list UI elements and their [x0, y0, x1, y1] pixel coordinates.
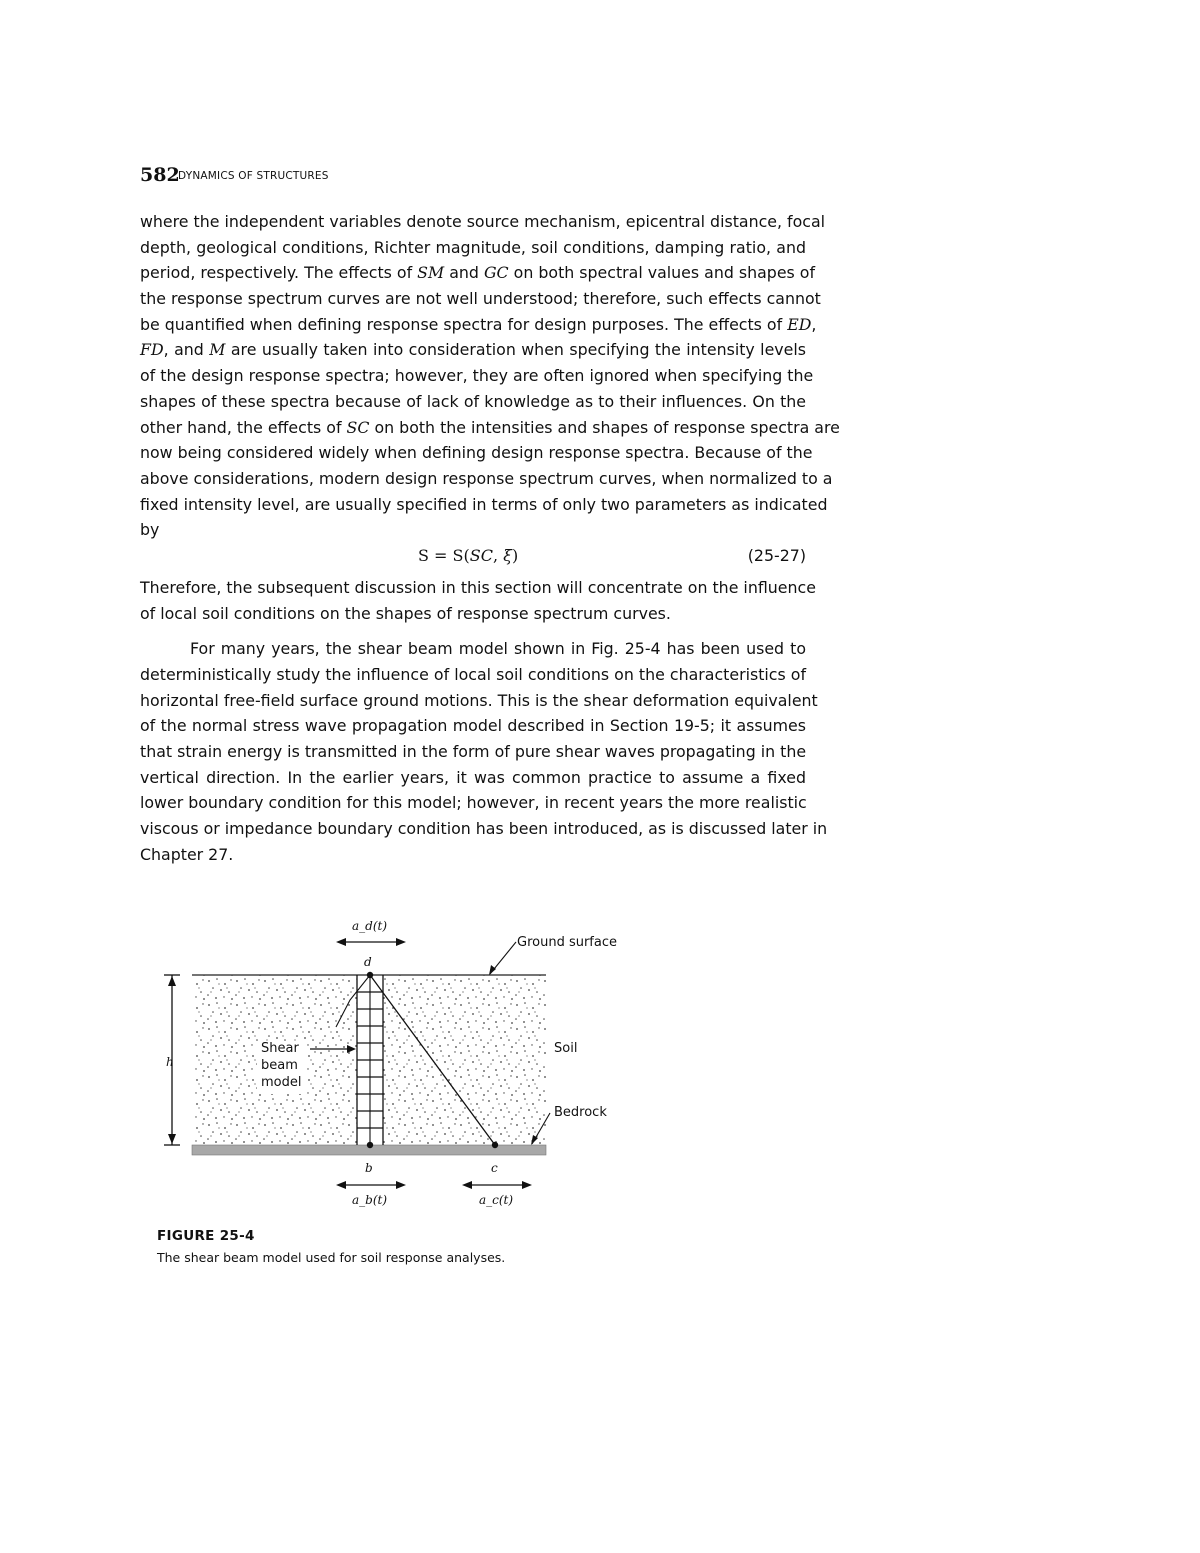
- text-span: ,: [811, 314, 817, 334]
- text-line: shapes of these spectra because of lack of knowledge as to their influences. On the: [140, 391, 806, 411]
- text-line: Therefore, the subsequent discussion in this section will concentrate on the influence: [140, 577, 816, 597]
- caption-title: FIGURE 25-4: [157, 1228, 255, 1244]
- running-head: DYNAMICS OF STRUCTURES: [178, 170, 329, 182]
- text-line: of the normal stress wave propagation model described in Section 19-5; it assumes: [140, 716, 806, 736]
- text-line: [140, 260, 816, 286]
- equation-number: (25-27): [747, 545, 806, 565]
- body-text: [140, 209, 840, 868]
- eq-part: ): [511, 545, 519, 565]
- equation-body: [418, 546, 518, 565]
- label-bedrock: Bedrock: [554, 1105, 607, 1120]
- point-d: [367, 972, 373, 978]
- text-line: fixed intensity level, are usually specified in terms of only two parameters as indicated: [140, 494, 828, 514]
- label-b: b: [365, 1161, 373, 1175]
- page-number: 582: [140, 164, 180, 186]
- eq-part: S = S(: [418, 545, 470, 565]
- text-line: that strain energy is transmitted in the form of pure shear waves propagating in the: [140, 742, 807, 762]
- label-ac: a_c(t): [479, 1193, 514, 1207]
- figure-drawing: [150, 905, 630, 1225]
- text-span: on both spectral values and shapes of: [508, 263, 816, 283]
- text-span: other hand, the effects of: [140, 417, 347, 437]
- text-line: [140, 337, 806, 363]
- figure-shear-beam-model: [150, 905, 630, 1225]
- text-span: are usually taken into consideration when specifying the intensity levels: [225, 340, 806, 360]
- text-line: vertical direction. In the earlier years, it was common practice to assume a fixed: [140, 767, 806, 787]
- point-c: [492, 1142, 498, 1148]
- eq-part: ,: [492, 545, 504, 565]
- text-span: period, respectively. The effects of: [140, 263, 418, 283]
- math-symbol: ED: [787, 314, 812, 334]
- text-line: For many years, the shear beam model shown in Fig. 25-4 has been used to: [190, 639, 806, 659]
- math-symbol: SC: [346, 417, 370, 437]
- text-line: of local soil conditions on the shapes of response spectrum curves.: [140, 603, 671, 623]
- label-c: c: [491, 1161, 498, 1175]
- text-line: now being considered widely when defining design response spectra. Because of the: [140, 443, 813, 463]
- acceleration-arrow-d: [336, 938, 406, 946]
- text-span: on both the intensities and shapes of response spectra are: [369, 417, 840, 437]
- math-symbol: ξ: [503, 545, 512, 565]
- text-line: where the independent variables denote source mechanism, epicentral distance, focal: [140, 212, 826, 231]
- text-line: by: [140, 520, 160, 540]
- text-line: viscous or impedance boundary condition has been introduced, as is discussed later in: [140, 819, 828, 839]
- paragraph-2: [140, 575, 816, 626]
- text-line: the response spectrum curves are not well understood; therefore, such effects cannot: [140, 289, 821, 309]
- label-beam: beam: [261, 1058, 298, 1073]
- equation-25-27: [140, 543, 806, 575]
- text-line: depth, geological conditions, Richter magnitude, soil conditions, damping ratio, and: [140, 237, 806, 257]
- text-line: of the design response spectra; however, they are often ignored when specifying the: [140, 366, 814, 386]
- label-soil: Soil: [554, 1041, 578, 1056]
- label-shear: Shear: [261, 1041, 299, 1056]
- label-ab: a_b(t): [352, 1193, 388, 1207]
- paragraph-1: [140, 209, 840, 543]
- point-b: [367, 1142, 373, 1148]
- math-symbol: GC: [483, 263, 509, 283]
- label-h: h: [166, 1055, 174, 1069]
- text-line: [140, 312, 817, 338]
- text-span: and: [444, 263, 484, 283]
- text-line: [140, 415, 840, 441]
- math-symbol: M: [209, 340, 226, 360]
- math-symbol: FD: [140, 340, 164, 360]
- label-ground-surface: Ground surface: [517, 935, 617, 950]
- text-span: be quantified when defining response spectra for design purposes. The effects of: [140, 314, 788, 334]
- text-line: lower boundary condition for this model; however, in recent years the more realistic: [140, 793, 807, 813]
- caption-text: The shear beam model used for soil response analyses.: [157, 1250, 506, 1265]
- text-line: deterministically study the influence of local soil conditions on the characteristics of: [140, 665, 806, 684]
- figure-caption: [157, 1228, 657, 1265]
- label-ad: a_d(t): [352, 919, 388, 933]
- text-span: , and: [163, 340, 210, 360]
- acceleration-arrow-c: [462, 1181, 532, 1189]
- text-line: above considerations, modern design response spectrum curves, when normalized to a: [140, 468, 833, 488]
- text-line: Chapter 27.: [140, 844, 234, 864]
- label-model: model: [261, 1075, 302, 1090]
- acceleration-arrow-b: [336, 1181, 406, 1189]
- label-d: d: [364, 955, 372, 969]
- math-symbol: SC: [469, 545, 493, 565]
- text-line: horizontal free-field surface ground motions. This is the shear deformation equivalent: [140, 690, 818, 710]
- paragraph-3: [140, 636, 828, 867]
- math-symbol: SM: [417, 263, 445, 283]
